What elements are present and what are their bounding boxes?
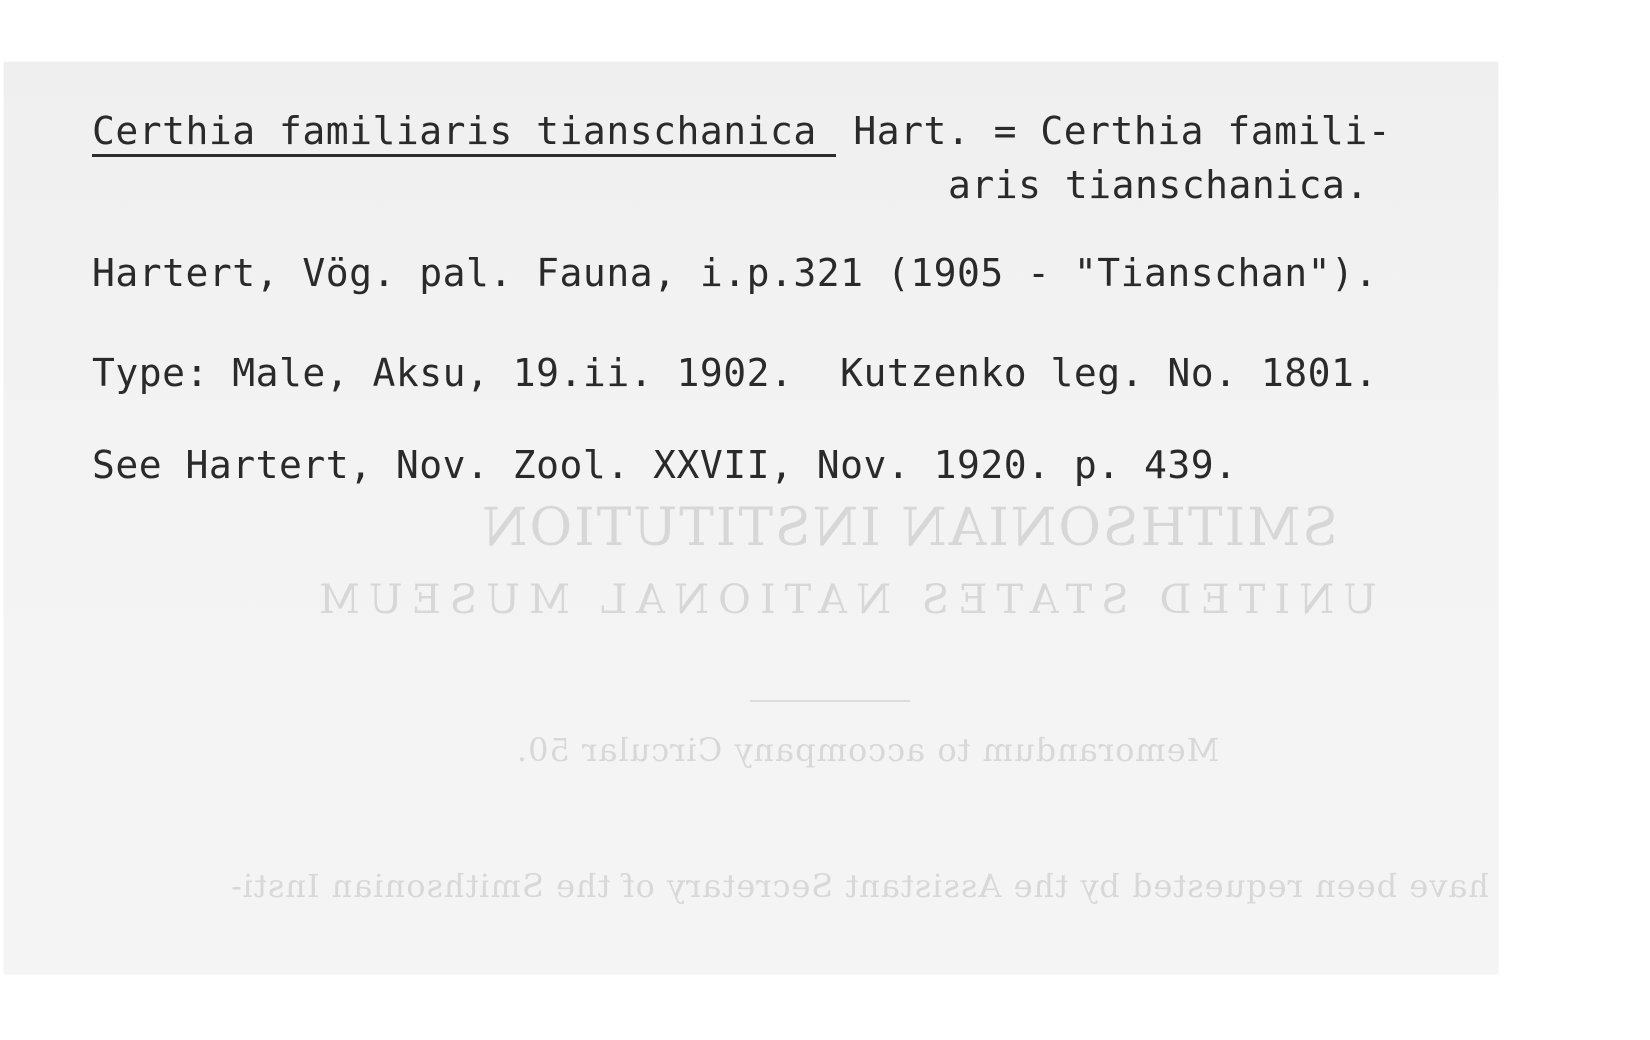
reference-line: Hartert, Vög. pal. Fauna, i.p.321 (1905 - "Tianschan"). [92,251,1378,295]
bleed-through-line-2: UNITED STATES NATIONAL MUSEUM [310,577,1377,623]
species-name: Certhia familiaris tianschanica [92,109,817,153]
bleed-through-line-4: have been requested by the Assistant Secretary of the Smithsonian Insti- [230,867,1489,905]
see-also-line: See Hartert, Nov. Zool. XXVII, Nov. 1920. p. 439. [92,443,1238,487]
synonym-continuation: aris tianschanica. [948,163,1369,207]
authority-synonym: Hart. = Certhia famili- [830,109,1392,153]
species-name-underline [92,154,836,157]
catalog-card [4,62,1498,974]
bleed-through-line-3: Memorandum to accompany Circular 50. [516,731,1220,769]
type-specimen-line: Type: Male, Aksu, 19.ii. 1902. Kutzenko leg. No. 1801. [92,351,1378,395]
bleed-through-rule [750,700,910,702]
bleed-through-line-1: SMITHSONIAN INSTITUTION [480,498,1339,558]
